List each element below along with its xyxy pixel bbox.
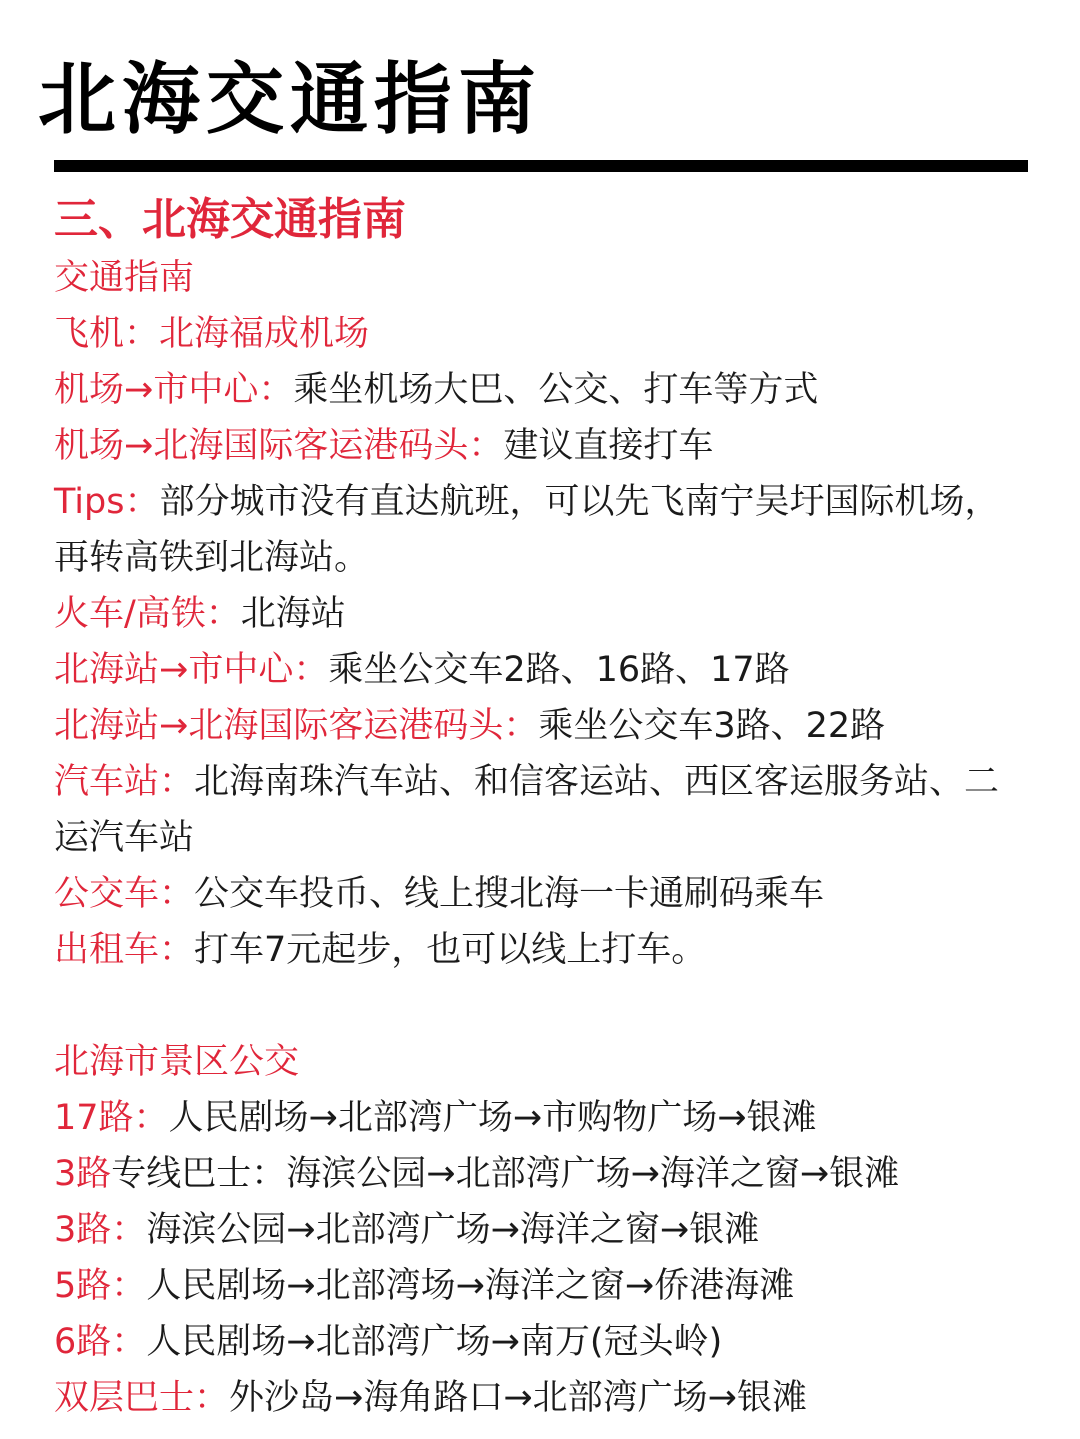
route-text: 专线巴士：海滨公园→北部湾广场→海洋之窗→银滩 xyxy=(111,1154,900,1194)
route-label: 6路： xyxy=(54,1322,147,1362)
title-divider xyxy=(54,160,1028,172)
line-train xyxy=(54,586,1034,642)
line-text: 乘坐公交车2路、16路、17路 xyxy=(328,650,790,690)
line-label: 火车/高铁： xyxy=(54,594,241,634)
route-text: 人民剧场→北部湾广场→南万(冠头岭) xyxy=(146,1322,723,1362)
line-text: 乘坐公交车3路、22路 xyxy=(538,706,886,746)
bus-route-3-express xyxy=(54,1146,1034,1202)
transport-subheading: 交通指南 xyxy=(54,258,195,298)
line-text: 打车7元起步，也可以线上打车。 xyxy=(194,930,707,970)
line-label: 汽车站： xyxy=(54,762,195,802)
line-tips xyxy=(54,474,1024,586)
bus-subheading: 北海市景区公交 xyxy=(54,1042,300,1082)
bus-route-17 xyxy=(54,1090,1034,1146)
line-text: 乘坐机场大巴、公交、打车等方式 xyxy=(293,370,819,410)
route-label: 3路 xyxy=(54,1154,112,1194)
content xyxy=(54,190,1034,1426)
route-label: 17路： xyxy=(54,1098,169,1138)
spacer xyxy=(54,978,1034,1034)
bus-route-6 xyxy=(54,1314,1034,1370)
route-text: 人民剧场→北部湾场→海洋之窗→侨港海滩 xyxy=(146,1266,795,1306)
line-label: 公交车： xyxy=(54,874,195,914)
route-label: 5路： xyxy=(54,1266,147,1306)
bus-route-double-decker xyxy=(54,1370,1034,1426)
line-text: 公交车投币、线上搜北海一卡通刷码乘车 xyxy=(194,874,825,914)
line-bus-station xyxy=(54,754,1024,866)
route-text: 外沙岛→海角路口→北部湾广场→银滩 xyxy=(229,1378,807,1418)
line-label: 北海站→北海国际客运港码头： xyxy=(54,706,539,746)
line-label: 北海站→市中心： xyxy=(54,650,329,690)
line-label: Tips： xyxy=(54,482,160,522)
line-flight xyxy=(54,306,1034,362)
route-label: 双层巴士： xyxy=(54,1378,230,1418)
line-bus xyxy=(54,866,1034,922)
line-text: 建议直接打车 xyxy=(503,426,714,466)
page-title: 北海交通指南 xyxy=(38,55,543,145)
line-text: 北海南珠汽车站、和信客运站、西区客运服务站、二运汽车站 xyxy=(54,762,1000,858)
bus-route-5 xyxy=(54,1258,1034,1314)
line-airport-port xyxy=(54,418,1034,474)
line-text: 北海站 xyxy=(240,594,346,634)
section-heading: 三、北海交通指南 xyxy=(54,194,406,245)
line-label: 出租车： xyxy=(54,930,195,970)
route-label: 3路： xyxy=(54,1210,147,1250)
line-taxi xyxy=(54,922,1034,978)
line-airport-city xyxy=(54,362,1034,418)
line-label: 飞机：北海福成机场 xyxy=(54,314,370,354)
route-text: 海滨公园→北部湾广场→海洋之窗→银滩 xyxy=(146,1210,760,1250)
line-station-city xyxy=(54,642,1034,698)
line-text: 部分城市没有直达航班，可以先飞南宁吴圩国际机场，再转高铁到北海站。 xyxy=(54,482,1000,578)
route-text: 人民剧场→北部湾广场→市购物广场→银滩 xyxy=(168,1098,817,1138)
line-label: 机场→市中心： xyxy=(54,370,294,410)
bus-route-3 xyxy=(54,1202,1034,1258)
line-station-port xyxy=(54,698,1034,754)
line-label: 机场→北海国际客运港码头： xyxy=(54,426,504,466)
